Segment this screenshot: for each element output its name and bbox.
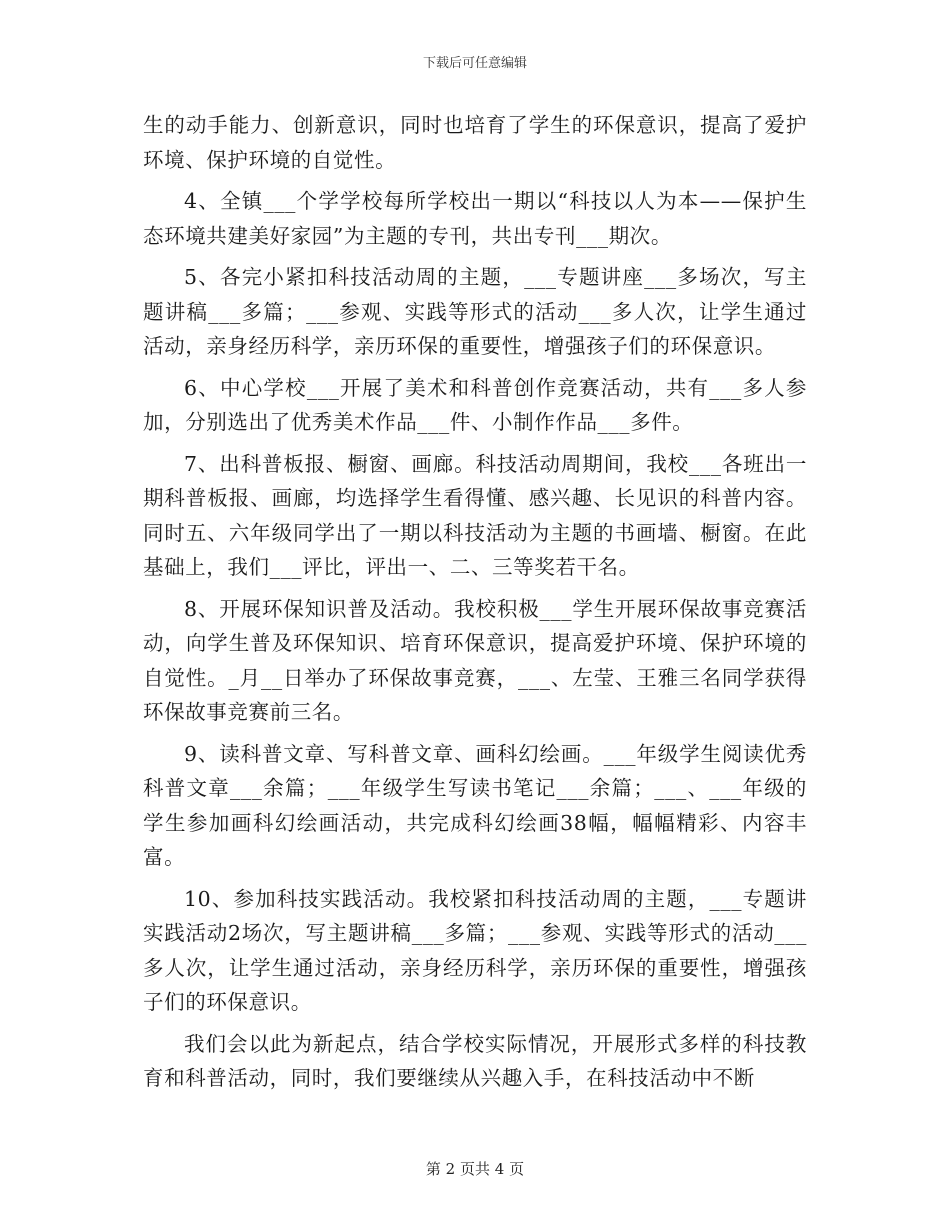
paragraph-3: 5、各完小紧扣科技活动周的主题，___专题讲座___多场次，写主题讲稿___多篇；___参观、实践等形式的活动___多人次，让学生通过活动，亲身经历科学，亲历环保的重要性，增强孩子们的环保意识。: [143, 265, 807, 358]
paragraph-1: 生的动手能力、创新意识，同时也培育了学生的环保意识，提高了爱护环境、保护环境的自觉性。: [143, 113, 807, 172]
page-footer: 第 2 页共 4 页: [425, 1160, 525, 1178]
paragraph-9: 我们会以此为新起点，结合学校实际情况，开展形式多样的科技教育和科普活动，同时，我们要继续从兴趣入手，在科技活动中不断: [143, 1031, 807, 1090]
paragraph-7: 9、读科普文章、写科普文章、画科幻绘画。___年级学生阅读优秀科普文章___余篇；___年级学生写读书笔记___余篇；___、___年级的学生参加画科幻绘画活动，共完成科幻绘画38幅，幅幅精彩、内容丰富。: [143, 741, 807, 869]
paragraph-8: 10、参加科技实践活动。我校紧扣科技活动周的主题，___专题讲实践活动2场次，写主题讲稿___多篇；___参观、实践等形式的活动___多人次，让学生通过活动，亲身经历科学，亲历环保的重要性，增强孩子们的环保意识。: [143, 886, 807, 1014]
paragraph-4: 6、中心学校___开展了美术和科普创作竞赛活动，共有___多人参加，分别选出了优秀美术作品___件、小制作作品___多件。: [143, 375, 807, 434]
paragraph-6: 8、开展环保知识普及活动。我校积极___学生开展环保故事竞赛活动，向学生普及环保知识、培育环保意识，提高爱护环境、保护环境的自觉性。_月__日举办了环保故事竞赛，___、左莹、王雅三名同学获得环保故事竞赛前三名。: [143, 596, 807, 724]
paragraph-2: 4、全镇___个学学校每所学校出一期以“科技以人为本——保护生态环境共建美好家园”为主题的专刊，共出专刊___期次。: [143, 189, 807, 248]
page-header: 下载后可任意编辑: [422, 56, 527, 71]
paragraph-5: 7、出科普板报、橱窗、画廊。科技活动周期间，我校___各班出一期科普板报、画廊，均选择学生看得懂、感兴趣、长见识的科普内容。同时五、六年级同学出了一期以科技活动为主题的书画墙、橱窗。在此基础上，我们___评比，评出一、二、三等奖若干名。: [143, 451, 807, 579]
document-body: [143, 108, 807, 1103]
